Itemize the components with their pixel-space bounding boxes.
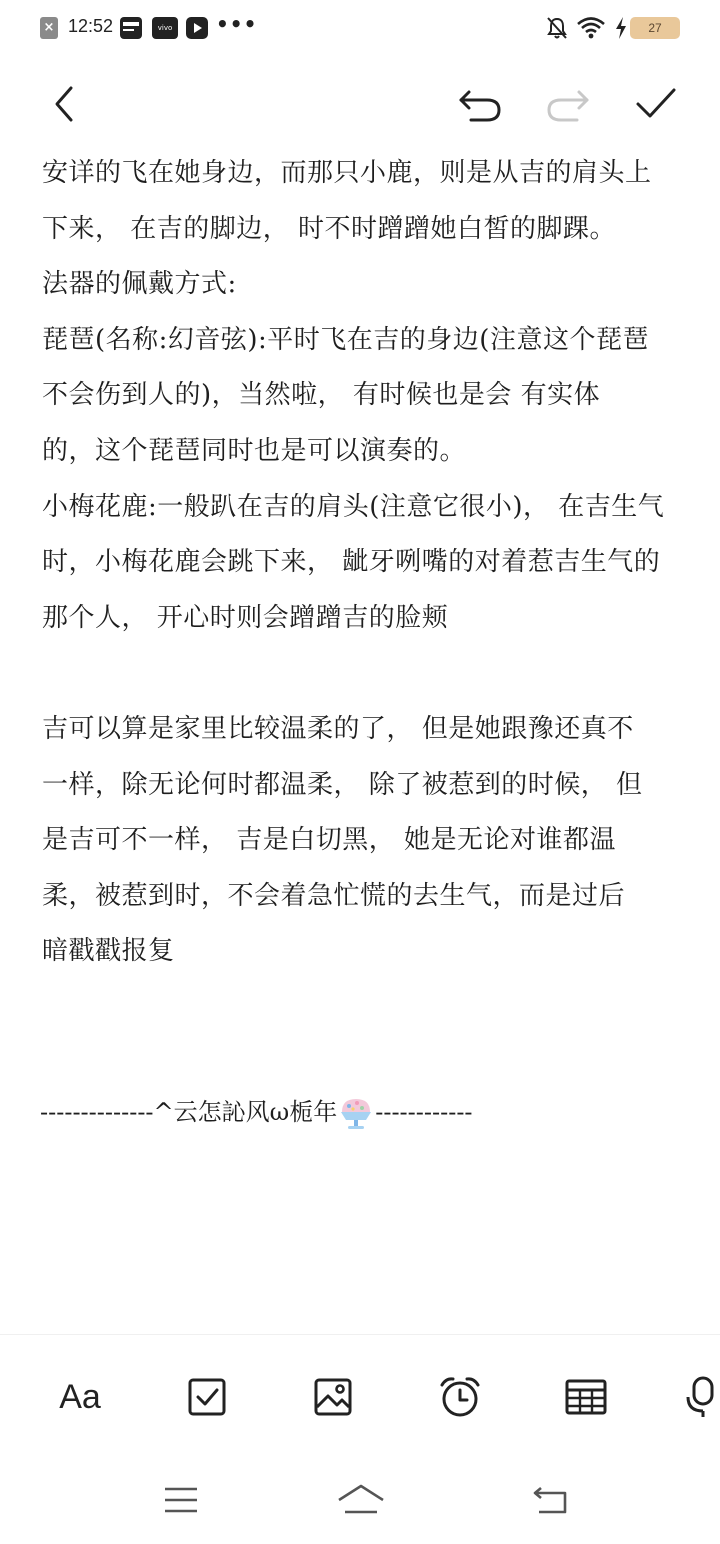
voice-input-button[interactable]	[684, 1373, 720, 1421]
undo-button[interactable]	[456, 80, 504, 128]
home-button[interactable]	[334, 1480, 388, 1520]
text-style-icon: Aa	[59, 1377, 101, 1416]
divider-dashes-right: ------------	[375, 1098, 473, 1126]
back-button[interactable]	[40, 80, 88, 128]
note-line: 安详的飞在她身边，而那只小鹿，则是从吉的肩头上	[42, 158, 652, 188]
redo-button[interactable]	[544, 80, 592, 128]
checkbox-icon	[187, 1377, 227, 1417]
wifi-icon	[576, 16, 606, 44]
battery-indicator: 27	[630, 17, 680, 39]
divider-dashes-left: --------------	[40, 1098, 154, 1126]
table-icon	[564, 1377, 608, 1417]
system-navigation-bar	[0, 1458, 720, 1544]
chevron-left-icon	[49, 84, 79, 124]
home-icon	[335, 1482, 387, 1518]
note-line: 那个人， 开心时则会蹭蹭吉的脸颊	[42, 602, 449, 633]
alarm-clock-icon	[438, 1375, 482, 1419]
checklist-button[interactable]	[179, 1373, 235, 1421]
more-notifications-icon: •••	[216, 12, 258, 36]
text-style-button[interactable]	[52, 1373, 108, 1421]
note-line: 琵琶(名称:幻音弦):平时飞在吉的身边(注意这个琵琶	[42, 324, 649, 355]
close-notification-icon: ×	[40, 17, 58, 39]
editor-toolbar	[0, 1334, 720, 1459]
back-icon	[531, 1484, 569, 1516]
note-line: 时，小梅花鹿会跳下来， 龇牙咧嘴的对着惹吉生气的	[42, 547, 661, 578]
microphone-icon	[684, 1375, 720, 1419]
undo-icon	[457, 84, 503, 124]
reminder-button[interactable]	[432, 1373, 488, 1421]
recent-apps-button[interactable]	[157, 1480, 205, 1520]
image-icon	[313, 1377, 353, 1417]
signature-text: ^云怎訫风ω栀年	[153, 1098, 338, 1126]
insert-image-button[interactable]	[305, 1373, 361, 1421]
video-play-icon	[186, 17, 208, 39]
status-time: 12:52	[68, 16, 114, 36]
redo-icon	[545, 84, 591, 124]
vivo-app-icon: vivo	[152, 17, 178, 39]
done-button[interactable]	[632, 80, 680, 128]
check-icon	[634, 84, 678, 124]
note-blank-line	[42, 646, 682, 702]
note-line: 一样，除无论何时都温柔， 除了被惹到的时候， 但	[42, 769, 643, 800]
signature-divider	[40, 1086, 680, 1138]
note-line: 不会伤到人的)，当然啦， 有时候也是会 有实体	[42, 380, 601, 411]
insert-table-button[interactable]	[558, 1373, 614, 1421]
charging-icon	[614, 16, 628, 44]
wallet-card-icon	[120, 17, 142, 39]
note-line: 小梅花鹿:一般趴在吉的肩头(注意它很小)， 在吉生气	[42, 491, 665, 522]
note-line: 吉可以算是家里比较温柔的了， 但是她跟豫还真不	[42, 713, 634, 744]
status-bar	[0, 0, 720, 56]
bell-muted-icon	[546, 16, 568, 44]
menu-icon	[163, 1485, 199, 1515]
note-content[interactable]	[42, 146, 682, 980]
note-line: 的，这个琵琶同时也是可以演奏的。	[42, 435, 467, 466]
note-line: 法器的佩戴方式:	[42, 269, 237, 300]
note-line: 是吉可不一样， 吉是白切黑， 她是无论对谁都温	[42, 825, 617, 856]
note-line: 下来， 在吉的脚边， 时不时蹭蹭她白皙的脚踝。	[42, 213, 617, 244]
system-back-button[interactable]	[526, 1480, 574, 1520]
shaved-ice-icon	[339, 1096, 373, 1132]
note-line: 柔，被惹到时，不会着急忙慌的去生气，而是过后	[42, 880, 626, 911]
note-line: 暗戳戳报复	[42, 936, 175, 967]
note-toolbar	[0, 60, 720, 150]
